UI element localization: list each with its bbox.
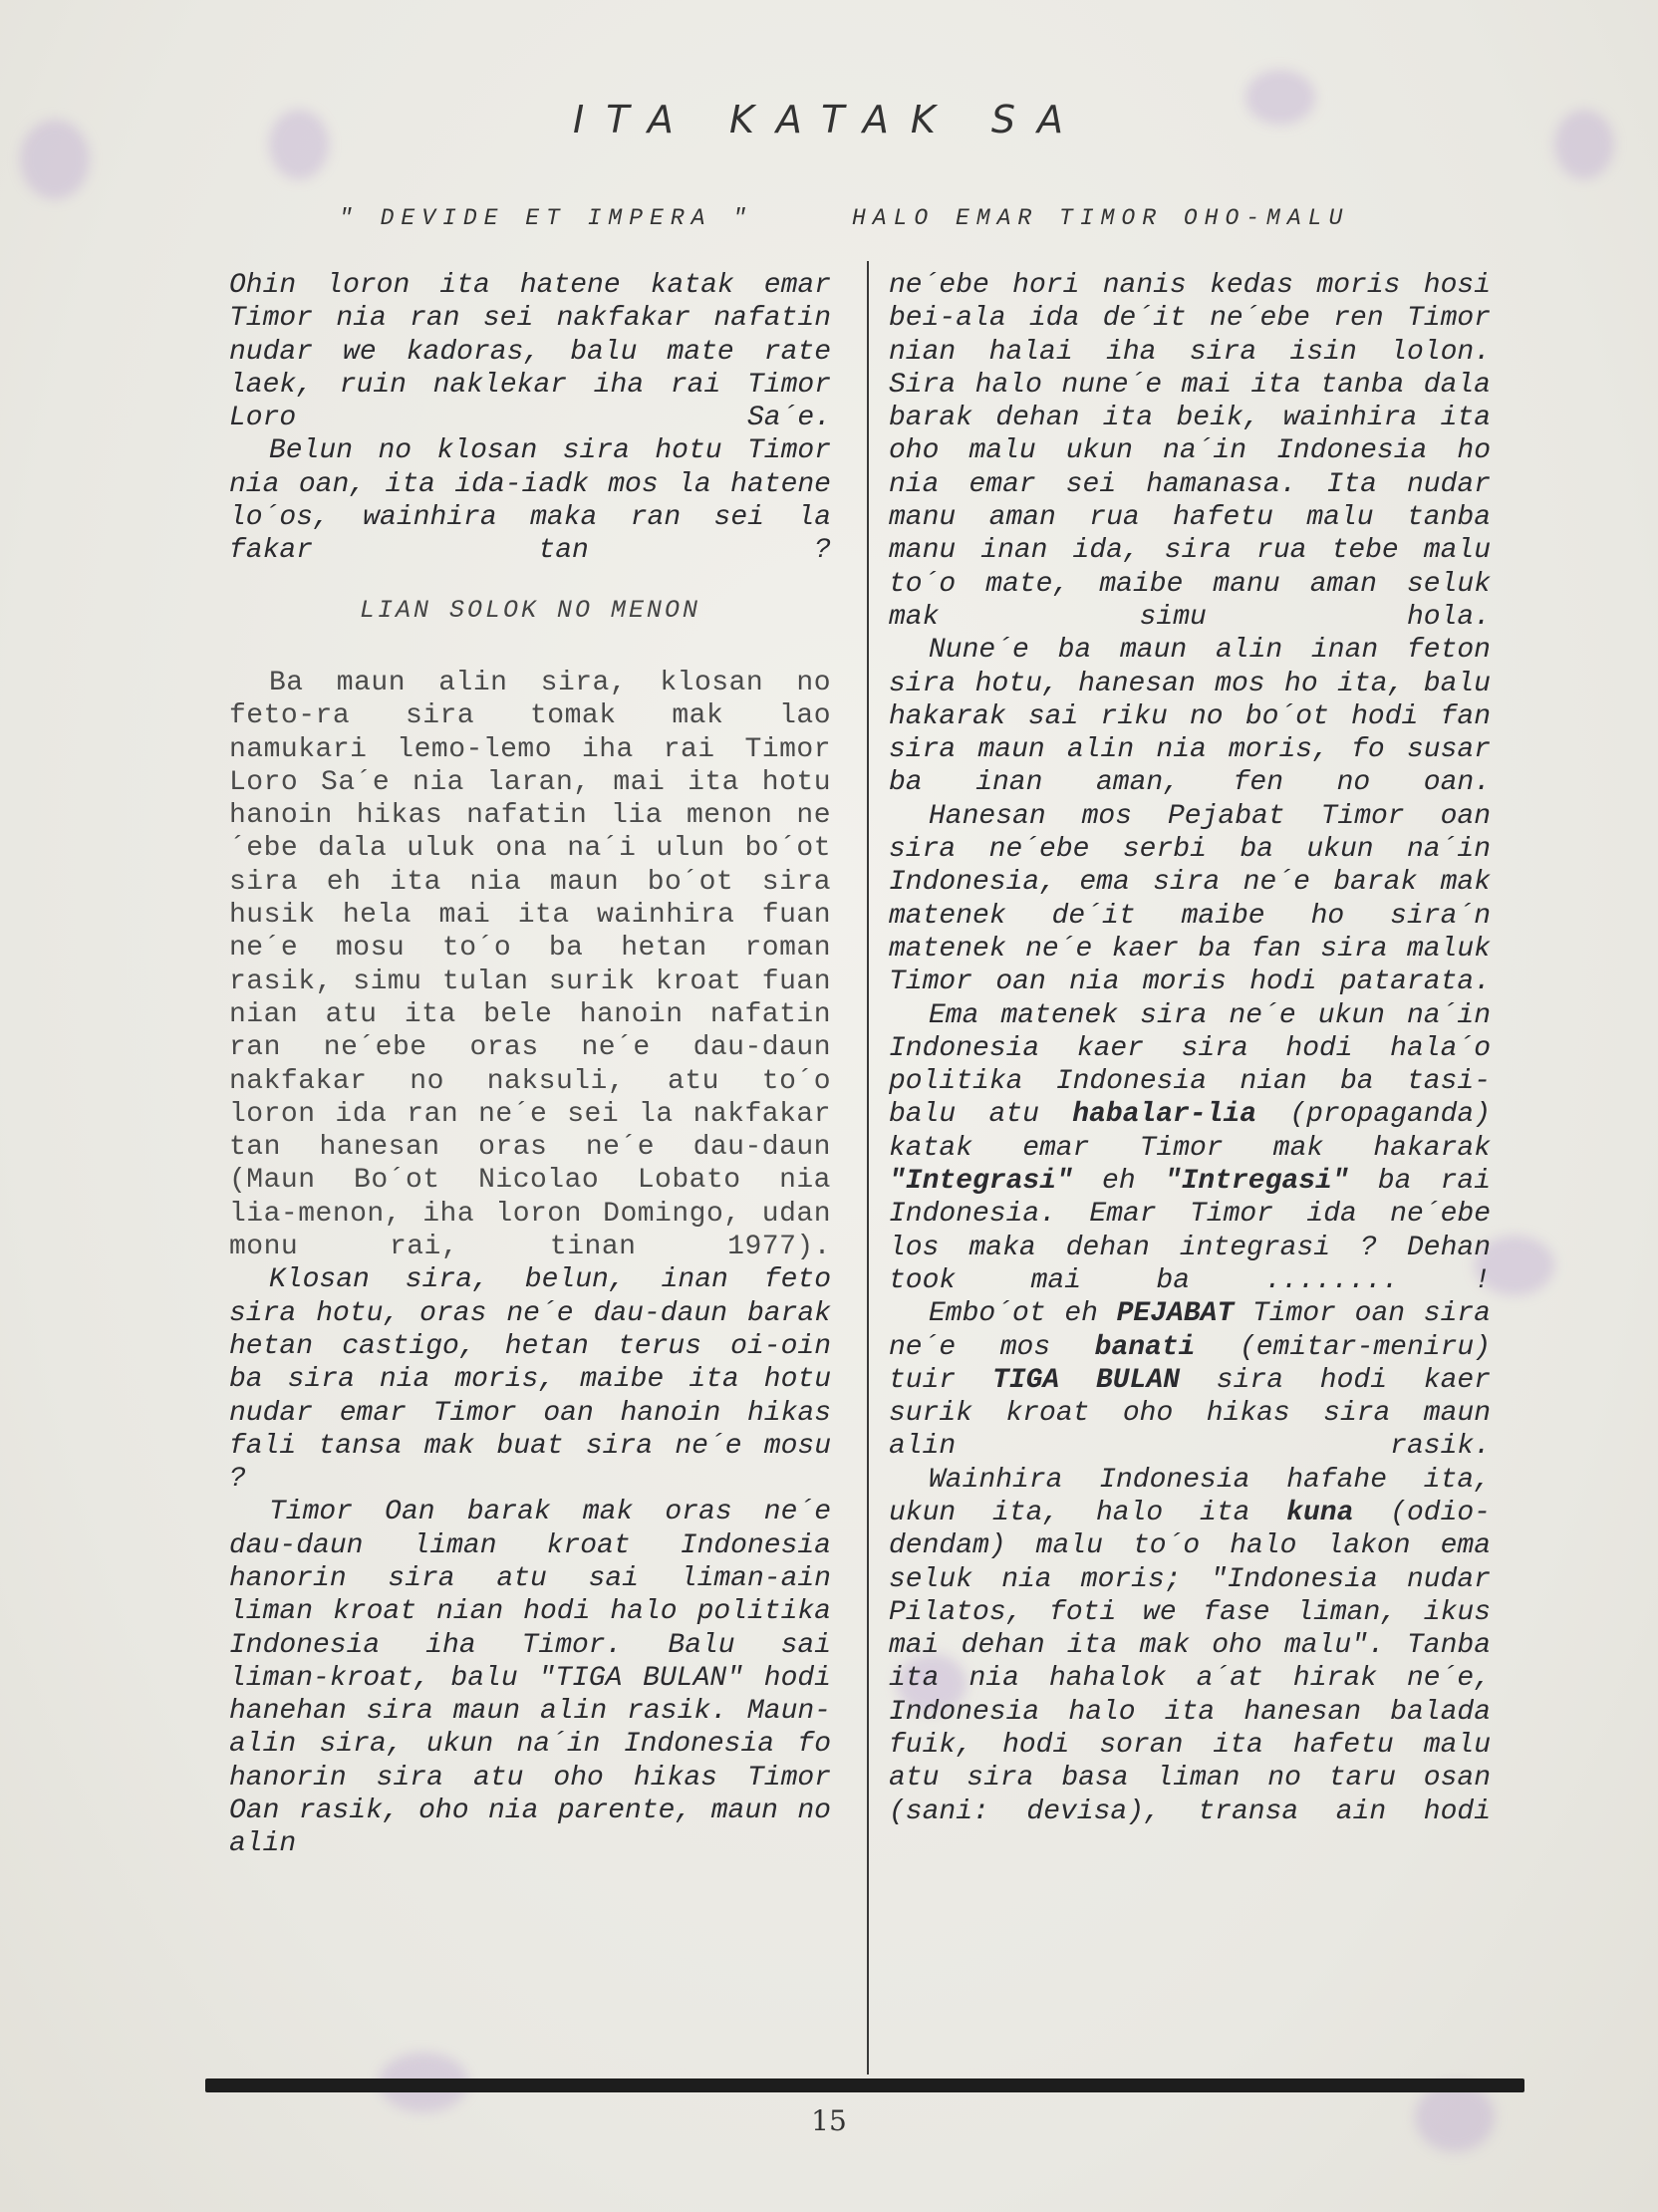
right-paragraph-2: Nune´e ba maun alin inan feton sira hotu, hanesan mos ho ita, balu hakarak sai riku no bo´ot hodi fan sira maun alin nia moris, fo susar ba inan aman, fen no oan.	[889, 635, 1491, 799]
text-span: Timor oan sira ne´e mos	[889, 1298, 1491, 1363]
bold-term: habalar-lia	[1072, 1099, 1257, 1131]
bold-term: PEJABAT	[1116, 1298, 1235, 1330]
text-span: ba rai Indonesia. Emar Timor ida ne´ebe los maka dehan integrasi ? Dehan took mai ba ........ !	[889, 1166, 1491, 1296]
text-span: Embo´ot eh	[929, 1298, 1117, 1330]
text-span: Ema matenek sira ne´e ukun na´in Indonesia kaer sira hodi hala´o politika Indonesia nian ba tasi-balu atu	[889, 999, 1491, 1131]
bold-term: banati	[1094, 1331, 1196, 1363]
bold-term: "Intregasi"	[1164, 1166, 1349, 1198]
subtitle-left: " DEVIDE ET IMPERA "	[339, 205, 754, 231]
left-paragraph-3: Ba maun alin sira, klosan no feto-ra sira tomak mak lao namukari lemo-lemo iha rai Timor Loro Sa´e nia laran, mai ita hotu hanoin hikas nafatin lia menon ne´ebe dala uluk ona na´i ulun bo´ot sira eh ita nia maun bo´ot sira husik hela mai ita wainhira fuan ne´e mosu to´o ba hetan roman rasik, simu tulan surik kroat fuan nian atu ita bele hanoin nafatin ran ne´ebe oras ne´e dau-daun nakfakar no naksuli, atu to´o loron ida ran ne´e sei la nakfakar tan hanesan oras ne´e dau-daun (Maun Bo´ot Nicolao Lobato nia lia-menon, iha loron Domingo, udan monu rai, tinan 1977).	[229, 667, 831, 1263]
right-paragraph-1: ne´ebe hori nanis kedas moris hosi bei-ala ida de´it ne´ebe ren Timor nian halai iha sira isin lolon. Sira halo nune´e mai ita tanba dala barak dehan ita beik, wainhira ita oho malu ukun na´in Indonesia ho nia emar sei hamanasa. Ita nudar manu aman rua hafetu malu tanba manu inan ida, sira rua tebe malu to´o mate, maibe manu aman seluk mak simu hola.	[889, 270, 1491, 633]
page-heading: ITA KATAK SA	[573, 98, 1085, 141]
bold-term: "Integrasi"	[889, 1166, 1073, 1198]
subtitle-right: HALO EMAR TIMOR OHO-MALU	[852, 205, 1350, 231]
left-paragraph-1: Ohin loron ita hatene katak emar Timor nia ran sei nakfakar nafatin nudar we kadoras, balu mate rate laek, ruin naklekar iha rai Timor Loro Sa´e.	[229, 270, 831, 434]
right-paragraph-3: Hanesan mos Pejabat Timor oan sira ne´ebe serbi ba ukun na´in Indonesia, ema sira ne´e barak mak matenek de´it maibe ho sira´n matenek ne´e kaer ba fan sira maluk Timor oan nia moris hodi patarata.	[889, 800, 1491, 998]
text-span: eh	[1072, 1166, 1165, 1198]
text-span: sira hodi kaer surik kroat oho hikas sira maun alin rasik.	[889, 1364, 1492, 1463]
text-span: (propaganda) katak emar Timor mak hakarak	[889, 1099, 1491, 1164]
bold-term: TIGA BULAN	[992, 1364, 1181, 1396]
right-column	[889, 269, 1491, 1828]
left-paragraph-2: Belun no klosan sira hotu Timor nia oan, ita ida-iadk mos la hatene lo´os, wainhira maka ran sei la fakar tan ?	[229, 435, 831, 567]
right-paragraph-4	[889, 999, 1491, 1298]
footer-rule	[205, 2078, 1524, 2092]
left-paragraph-4: Klosan sira, belun, inan feto sira hotu, oras ne´e dau-daun barak hetan castigo, hetan terus oi-oin ba sira nia moris, maibe ita hotu nudar emar Timor oan hanoin hikas fali tansa mak buat sira ne´e mosu ?	[229, 1264, 831, 1496]
left-paragraph-5: Timor Oan barak mak oras ne´e dau-daun liman kroat Indonesia hanorin sira atu sai liman-ain liman kroat nian hodi halo politika Indonesia iha Timor. Balu sai liman-kroat, balu "TIGA BULAN" hodi hanehan sira maun alin rasik. Maun-alin sira, ukun na´in Indonesia fo hanorin sira atu oho hikas Timor Oan rasik, oho nia parente, maun no alin	[229, 1497, 831, 1860]
page-number: 15	[811, 2104, 847, 2137]
text-span: Wainhira Indonesia hafahe ita, ukun ita, halo ita	[889, 1464, 1491, 1528]
right-paragraph-5	[889, 1297, 1491, 1463]
bold-term: kuna	[1286, 1497, 1354, 1528]
section-title: LIAN SOLOK NO MENON	[359, 595, 701, 625]
column-divider	[867, 261, 869, 2074]
text-span: (emitar-meniru) tuir	[889, 1331, 1491, 1396]
text-span: (odio-dendam) malu to´o halo lakon ema seluk nia moris; "Indonesia nudar Pilatos, foti we fase liman, ikus mai dehan ita mak oho malu". Tanba ita nia hahalok a´at hirak ne´e, Indonesia halo ita hanesan balada fuik, hodi soran ita hafetu malu atu sira basa liman no taru osan (sani: devisa), transa ain hodi	[889, 1497, 1491, 1827]
left-column	[229, 269, 831, 1861]
right-paragraph-6	[889, 1464, 1491, 1828]
